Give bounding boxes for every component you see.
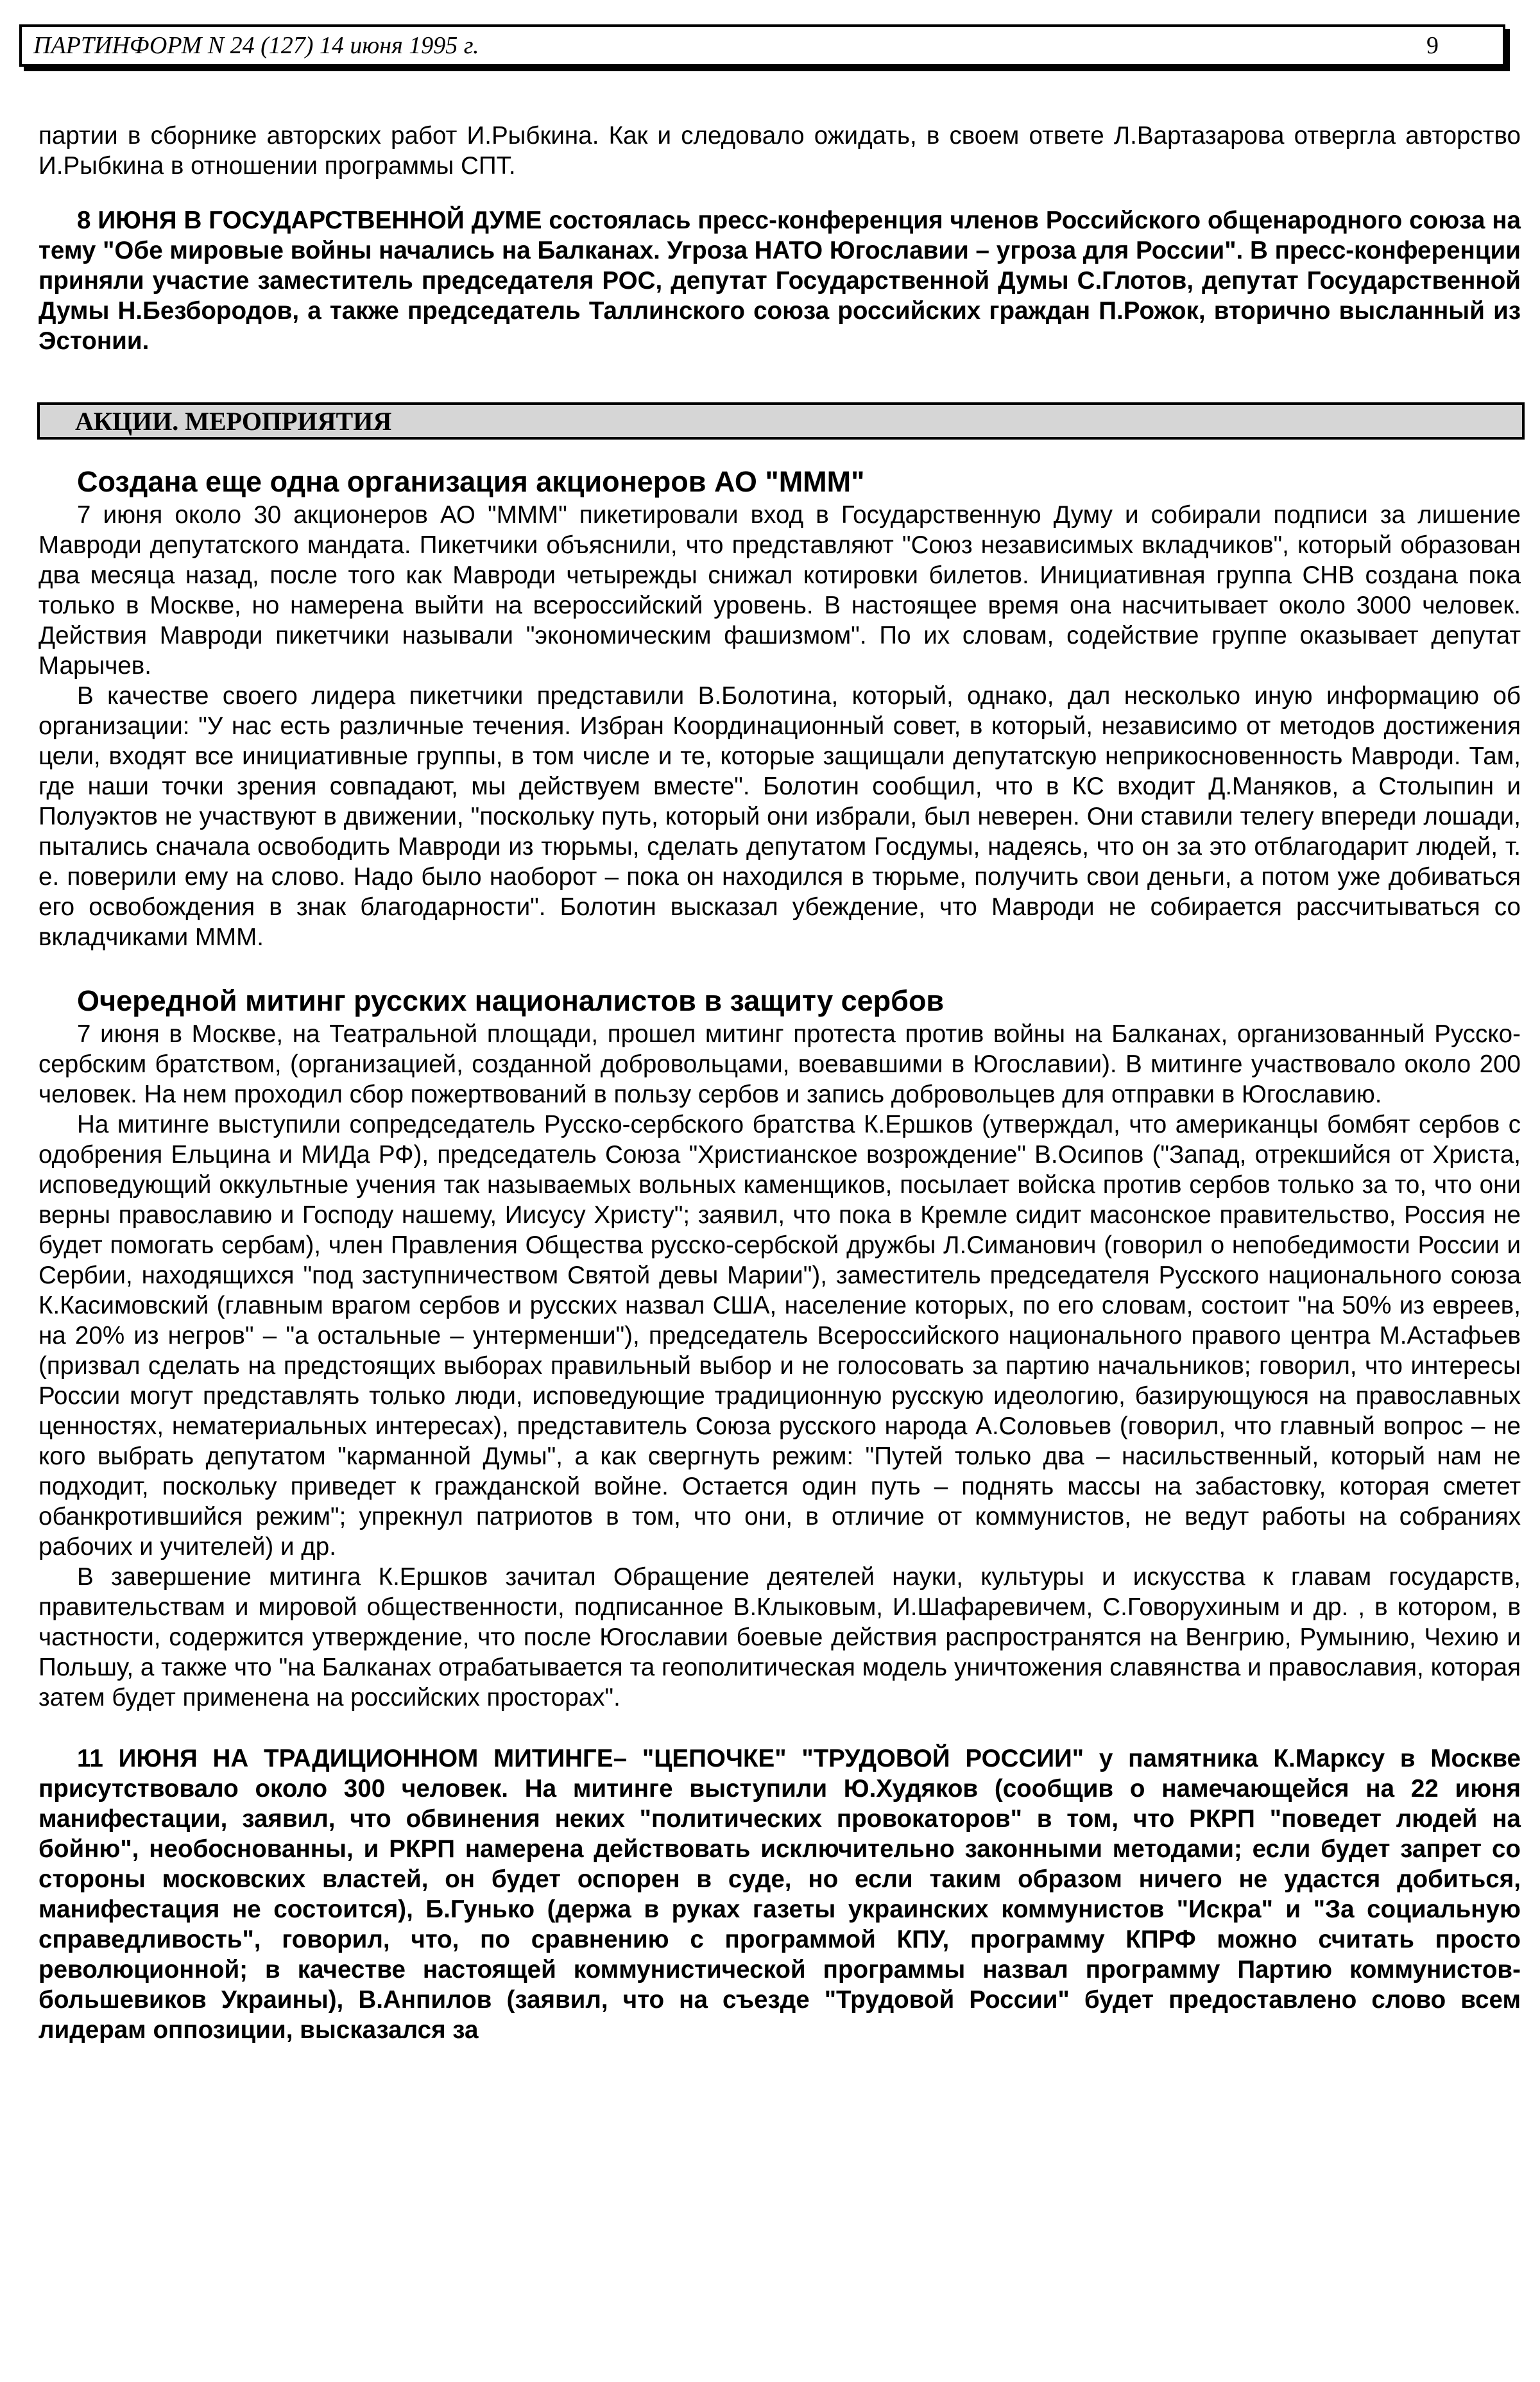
duma-press-conference-note: 8 ИЮНЯ В ГОСУДАРСТВЕННОЙ ДУМЕ состоялась пресс-конференция членов Российского общенародного союза на тему "Обе мировые войны начались на Балканах. Угроза НАТО Югославии – угроза для России". В пресс-конференции приняли участие заместитель председателя РОС, депутат Государственной Думы С.Глотов, депутат Государственной Думы Н.Безбородов, а также председатель Таллинского союза российских граждан П.Рожок, вторично высланный из Эстонии. <box>38 207 1521 355</box>
article-paragraph: В качестве своего лидера пикетчики представили В.Болотина, который, однако, дал несколько иную информацию об организации: "У нас есть различные течения. Избран Координационный совет, в который, независимо от методов достижения цели, входят все инициативные группы, в том числе и те, которые защищали депутатскую неприкосновенность Мавроди. Там, где наши точки зрения совпадают, мы действуем вместе". Болотин сообщил, что в КС входит Д.Маняков, а Столыпин и Полуэктов не участвуют в движении, "поскольку путь, который они избрали, был неверен. Они ставили телегу впереди лошади, пытались сначала освободить Мавроди из тюрьмы, сделать депутатом Госдумы, надеясь, что он за это отблагодарит людей, т. е. поверили ему на слово. Надо было наоборот – пока он находился в тюрьме, получить свои деньги, а потом уже добиваться его освобождения в знак благодарности". Болотин высказал убеждение, что Мавроди не собирается рассчитываться со вкладчиками МММ. <box>38 682 1521 951</box>
article-paragraph: 7 июня в Москве, на Театральной площади, прошел митинг протеста против войны на Балканах, организованный Русско-сербским братством, (организацией, созданной добровольцами, воевавшими в Югославии). В митинге участвовало около 200 человек. На нем проходил сбор пожертвований в пользу сербов и запись добровольцев для отправки в Югославию. <box>38 1020 1521 1108</box>
page-number: 9 <box>1426 32 1439 59</box>
section-header <box>37 402 1525 440</box>
page-header <box>19 24 1505 67</box>
article-heading: Создана еще одна организация акционеров АО "МММ" <box>77 465 865 498</box>
article-paragraph: На митинге выступили сопредседатель Русско-сербского братства К.Ершков (утверждал, что американцы бомбят сербов с одобрения Ельцина и МИДа РФ), председатель Союза "Христианское возрождение" В.Осипов ("Запад, отрекшийся от Христа, исповедующий оккультные учения так называемых вольных каменщиков, посылает войска против сербов только за то, что они верны православию и Господу нашему, Иисусу Христу"; заявил, что пока в Кремле сидит масонское правительство, Россия не будет помогать сербам), член Правления Общества русско-сербской дружбы Л.Симанович (говорил о непобедимости России и Сербии, находящихся "под заступничеством Святой девы Марии"), заместитель председателя Русского национального союза К.Касимовский (главным врагом сербов и русских назвал США, население которых, по его словам, состоит "на 50% из евреев, на 20% из негров" – "а остальные – унтерменши"), председатель Всероссийского национального правого центра М.Астафьев (призвал сделать на предстоящих выборах правильный выбор и не голосовать за партию начальников; говорил, что интересы России могут представлять только люди, исповедующие традиционную русскую идеологию, базирующуюся на православных ценностях, нематериальных интересах), представитель Союза русского народа А.Соловьев (говорил, что главный вопрос – не кого выбрать депутатом "карманной Думы", а как свергнуть режим: "Путей только два – насильственный, который нам не подходит, поскольку приведет к гражданской войне. Остается один путь – поднять массы на забастовку, которая сметет обанкротившийся режим"; упрекнул патриотов в том, что они, в отличие от коммунистов, не ведут работы на собраниях рабочих и учителей) и др. <box>38 1111 1521 1561</box>
page-content <box>38 121 1521 2045</box>
intro-paragraph: партии в сборнике авторских работ И.Рыбкина. Как и следовало ожидать, в своем ответе Л.Вартазарова отвергла авторство И.Рыбкина в отношении программы СПТ. <box>38 122 1521 180</box>
section-title: АКЦИИ. МЕРОПРИЯТИЯ <box>75 406 392 436</box>
publication-title: ПАРТИНФОРМ N 24 (127) 14 июня 1995 г. <box>33 32 479 59</box>
rally-note: 11 ИЮНЯ НА ТРАДИЦИОННОМ МИТИНГЕ– "ЦЕПОЧКЕ" "ТРУДОВОЙ РОССИИ" у памятника К.Марксу в Москве присутствовало около 300 человек. На митинге выступили Ю.Худяков (сообщив о намечающейся на 22 июня манифестации, заявил, что обвинения неких "политических провокаторов" в том, что РКРП "поведет людей на бойню", необоснованны, и РКРП намерена действовать исключительно законными методами; если будет запрет со стороны московских властей, он будет оспорен в суде, но если таким образом ничего не удастся добиться, манифестация не состоится), Б.Гунько (держа в руках газеты украинских коммунистов "Искра" и "За социальную справедливость", говорил, что, по сравнению с программой КПУ, программу КПРФ можно считать просто революционной; в качестве настоящей коммунистической программы назвал программу Партию коммунистов-большевиков Украины), В.Анпилов (заявил, что на съезде "Трудовой России" будет предоставлено слово всем лидерам оппозиции, высказался за <box>38 1745 1521 2044</box>
article-paragraph: 7 июня около 30 акционеров АО "МММ" пикетировали вход в Государственную Думу и собирали подписи за лишение Мавроди депутатского мандата. Пикетчики объяснили, что представляют "Союз независимых вкладчиков", который образован два месяца назад, после того как Мавроди четырежды снижал котировки билетов. Инициативная группа СНВ создана пока только в Москве, но намерена выйти на всероссийский уровень. В настоящее время она насчитывает около 3000 человек. Действия Мавроди пикетчики называли "экономическим фашизмом". По их словам, содействие группе оказывает депутат Марычев. <box>38 501 1521 680</box>
article-paragraph: В завершение митинга К.Ершков зачитал Обращение деятелей науки, культуры и искусства к главам государств, правительствам и мировой общественности, подписанное В.Клыковым, И.Шафаревичем, С.Говорухиным и др. , в котором, в частности, содержится утверждение, что после Югославии боевые действия распространятся на Венгрию, Румынию, Чехию и Польшу, а также что "на Балканах отрабатывается та геополитическая модель уничтожения славянства и православия, которая затем будет применена на российских просторах". <box>38 1563 1521 1711</box>
article-heading: Очередной митинг русских националистов в защиту сербов <box>77 984 945 1017</box>
newspaper-page <box>19 24 1521 2360</box>
